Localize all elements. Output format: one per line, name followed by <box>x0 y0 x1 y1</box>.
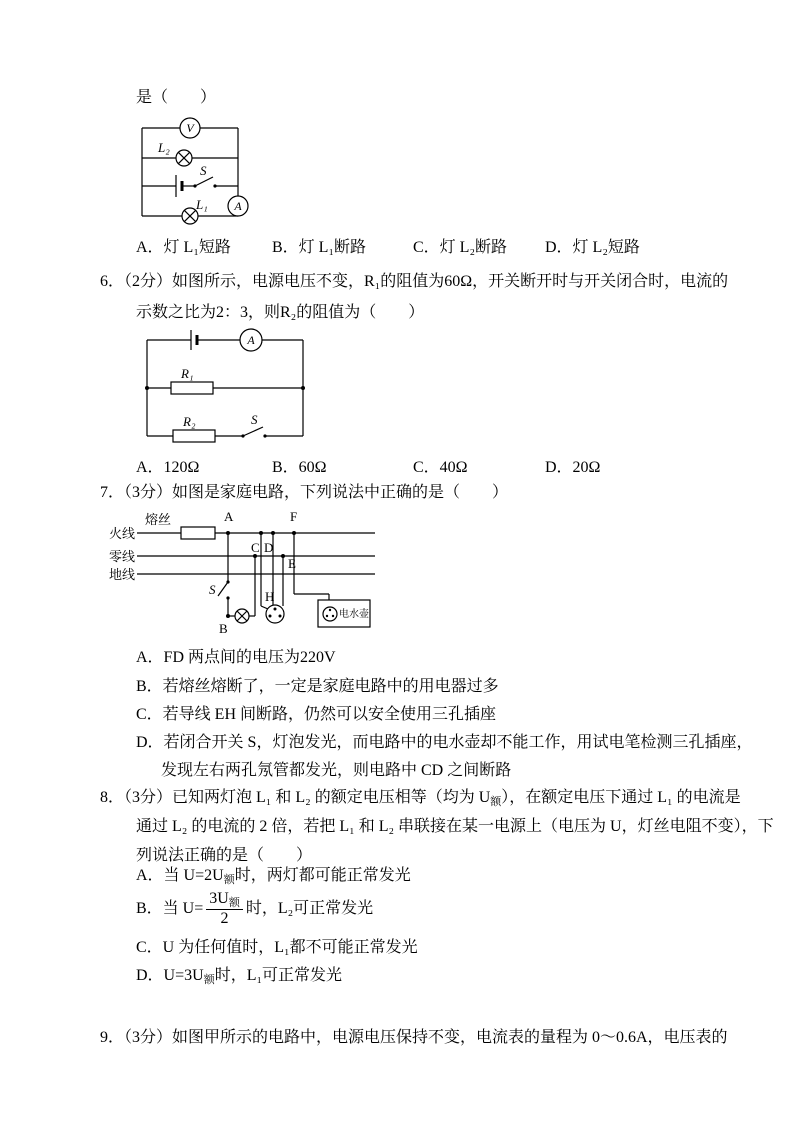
q5-ammeter-label: A <box>234 199 242 213</box>
q7-lamp-icon <box>235 609 249 623</box>
q7-neutral-wire-label: 零线 <box>109 549 136 564</box>
q7-socket-icon <box>266 605 284 623</box>
q7-kettle-branch <box>294 533 370 627</box>
q6-option-c: C．40Ω <box>413 459 468 476</box>
q5-l2-label: L₂ <box>158 140 170 155</box>
q6-option-d: D．20Ω <box>545 459 601 476</box>
q7-point-c-label: C <box>251 540 260 555</box>
q8-sub-e4: 额 <box>203 974 215 986</box>
q8-option-d-pre: D．U=3U <box>136 967 204 984</box>
q7-lamp-branch <box>209 533 257 636</box>
q6-resistor-r2-icon <box>173 414 215 442</box>
q7-socket-feeds <box>251 531 296 609</box>
q8-sub-e3: 额 <box>228 897 240 910</box>
q6-circuit-figure <box>143 328 315 454</box>
q9-stem-line1: 9．（3分）如图甲所示的电路中，电源电压保持不变，电流表的量程为 0～0.6A，电压表的 <box>100 1029 728 1046</box>
q8-option-a <box>136 866 411 886</box>
q6-r1-label: R₁ <box>181 366 194 381</box>
q7-option-d-line2: 发现左右两孔氖管都发光，则电路中 CD 之间断路 <box>161 762 512 779</box>
q6-switch <box>241 412 266 438</box>
q5-option-d: D．灯 L₂短路 <box>545 239 640 256</box>
q5-voltmeter-label: V <box>186 121 194 135</box>
q8-stem-line1-pre: 8．（3分）已知两灯泡 L₁ 和 L₂ 的额定电压相等（均为 U <box>100 789 491 806</box>
q6-resistor-r1-icon <box>171 366 213 394</box>
q8-option-c: C．U 为任何值时，L₁都不可能正常发光 <box>136 939 418 956</box>
q6-battery <box>191 330 197 350</box>
q5-option-c: C．灯 L₂断路 <box>413 239 508 256</box>
q8-option-b-pre: B．当 U= <box>136 900 204 917</box>
q6-switch-label: S <box>251 412 258 427</box>
q7-kettle-icon <box>318 600 370 627</box>
q6-ammeter-icon <box>240 329 262 351</box>
q6-stem-line2: 示数之比为2：3，则R₂的阻值为（ ） <box>136 304 425 321</box>
q5-wires <box>142 128 238 216</box>
q6-option-a: A．120Ω <box>136 459 200 476</box>
q8-option-b-fraction <box>206 890 243 928</box>
q7-point-b-label: B <box>219 621 228 636</box>
q7-point-a-label: A <box>224 509 234 524</box>
q8-fraction-numerator <box>206 890 243 909</box>
q7-kettle-label: 电水壶 <box>339 609 369 620</box>
q6-stem-line1: 6．（2分）如图所示，电源电压不变，R₁的阻值为60Ω，开关断开时与开关闭合时，电流的 <box>100 273 729 290</box>
q8-stem-line2: 通过 L₂ 的电流的 2 倍，若把 L₁ 和 L₂ 串联接在某一电源上（电压为 U，灯丝电阻不变），下 <box>136 818 774 835</box>
q7-option-b: B．若熔丝熔断了，一定是家庭电路中的用电器过多 <box>136 678 499 695</box>
q5-circuit-figure <box>138 114 260 236</box>
q5-voltmeter-icon <box>180 118 200 138</box>
q5-option-a: A．灯 L₁短路 <box>136 239 231 256</box>
q8-fraction-denominator: 2 <box>220 909 229 927</box>
q7-option-c: C．若导线 EH 间断路，仍然可以安全使用三孔插座 <box>136 706 497 723</box>
q6-ammeter-label: A <box>247 333 255 347</box>
q7-circuit-figure <box>105 506 387 640</box>
q8-sub-e2: 额 <box>223 874 235 886</box>
q7-fuse-label: 熔丝 <box>145 512 172 527</box>
q8-option-d-post: 时，L₁可正常发光 <box>214 967 343 984</box>
q5-option-b: B．灯 L₁断路 <box>272 239 367 256</box>
q5-l1-label: L₁ <box>196 197 208 212</box>
q7-point-d-label: D <box>264 540 274 555</box>
q7-point-e-label: E <box>288 556 296 571</box>
q5-stem-tail: 是（ ） <box>136 89 217 106</box>
q6-option-b: B．60Ω <box>272 459 327 476</box>
q8-option-b <box>136 890 373 928</box>
q5-ammeter-icon <box>228 196 248 216</box>
q5-battery <box>176 175 182 197</box>
q8-fraction-num-main: 3U <box>209 890 229 908</box>
q7-stem: 7．（3分）如图是家庭电路，下列说法中正确的是（ ） <box>100 484 509 501</box>
q8-option-a-pre: A．当 U=2U <box>136 867 224 884</box>
q8-stem-line1 <box>100 788 741 808</box>
q5-switch-label: S <box>200 163 207 178</box>
q6-r2-label: R₂ <box>183 414 196 429</box>
q6-junction-right <box>301 386 305 390</box>
q7-switch-label: S <box>209 582 216 597</box>
q5-lamp-l2-icon <box>176 150 192 166</box>
q6-wires <box>147 340 303 436</box>
q8-sub-e1: 额 <box>490 796 502 808</box>
q7-option-a: A．FD 两点间的电压为220V <box>136 649 336 666</box>
q5-switch <box>193 177 216 188</box>
q8-stem-line3: 列说法正确的是（ ） <box>136 847 313 864</box>
q7-option-d-line1: D．若闭合开关 S，灯泡发光，而电路中的电水壶却不能工作，用试电笔检测三孔插座， <box>136 734 753 751</box>
q7-point-f-label: F <box>290 509 298 524</box>
q8-option-d <box>136 966 342 986</box>
q8-option-b-post: 时，L₂可正常发光 <box>245 900 374 917</box>
q8-option-a-post: 时，两灯都可能正常发光 <box>234 867 411 884</box>
q8-stem-line1-post: ），在额定电压下通过 L₁ 的电流是 <box>501 789 741 806</box>
q7-live-wire-label: 火线 <box>109 526 136 541</box>
q7-fuse-icon <box>145 512 215 539</box>
q7-point-h-label: H <box>265 589 275 604</box>
q6-junction-left <box>145 386 149 390</box>
q7-ground-wire-label: 地线 <box>109 567 136 582</box>
